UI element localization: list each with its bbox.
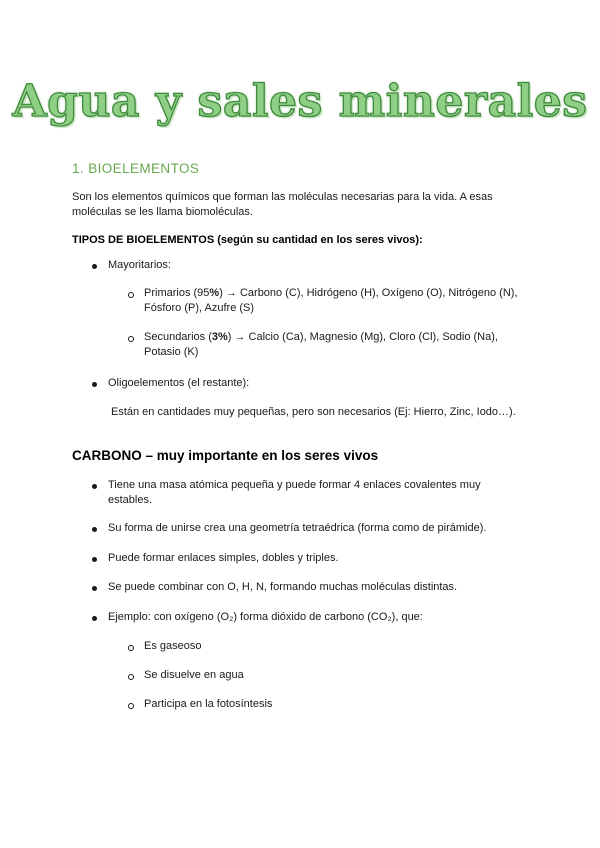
primarios-lead: Primarios (95 (144, 287, 210, 299)
sub-bullet-ring (128, 292, 134, 298)
section-heading-carbono (72, 448, 378, 463)
carbono-heading-rest: – muy importante en los seres vivos (141, 448, 379, 463)
bullet-dot (92, 616, 97, 621)
co2-property-item: Se disuelve en agua (144, 669, 244, 681)
intro-paragraph: Son los elementos químicos que forman las moléculas necesarias para la vida. A esas moléculas se les llama biomoléculas. (72, 191, 493, 218)
bullet-dot (92, 557, 97, 562)
carbono-list-item: Puede formar enlaces simples, dobles y triples. (108, 552, 339, 564)
primarios-percent: % (209, 287, 220, 299)
bullet-dot (92, 586, 97, 591)
bullet-dot (92, 484, 97, 489)
co2-property-item: Es gaseoso (144, 640, 202, 652)
bullet-dot (92, 527, 97, 532)
carbono-list-item: Su forma de unirse crea una geometría tetraédrica (forma como de pirámide). (108, 522, 487, 534)
section-heading-bioelementos: 1. BIOELEMENTOS (72, 161, 200, 176)
carbono-list-item: Tiene una masa atómica pequeña y puede formar 4 enlaces covalentes muy estables. (108, 479, 481, 506)
secundarios-percent: 3% (211, 331, 228, 343)
bullet-dot (92, 264, 97, 269)
list-item-primarios (144, 286, 534, 316)
list-item-secundarios (144, 330, 524, 360)
list-item-oligoelementos: Oligoelementos (el restante): (108, 377, 250, 389)
secundarios-elements: ) → Calcio (Ca), Magnesio (Mg), Cloro (Cl), Sodio (Na), Potasio (K) (144, 331, 498, 358)
co2-property-item: Participa en la fotosíntesis (144, 698, 273, 710)
document-title: Agua y sales minerales (12, 76, 588, 127)
bullet-dot (92, 382, 97, 387)
sub-bullet-ring (128, 674, 134, 680)
sub-bullet-ring (128, 703, 134, 709)
primarios-elements: ) → Carbono (C), Hidrógeno (H), Oxígeno (O), Nitrógeno (N), Fósforo (P), Azufre (S) (144, 287, 518, 314)
secundarios-lead: Secundarios ( (144, 331, 212, 343)
oligoelementos-description: Están en cantidades muy pequeñas, pero son necesarios (Ej: Hierro, Zinc, Iodo…). (111, 406, 516, 418)
carbono-list-item: Se puede combinar con O, H, N, formando muchas moléculas distintas. (108, 581, 458, 593)
sub-bullet-ring (128, 336, 134, 342)
sub-bullet-ring (128, 645, 134, 651)
carbono-heading-bold: CARBONO (72, 448, 142, 463)
list-item-mayoritarios: Mayoritarios: (108, 259, 171, 271)
carbono-list-item: Ejemplo: con oxígeno (O₂) forma dióxido de carbono (CO₂), que: (108, 611, 423, 623)
types-heading: TIPOS DE BIOELEMENTOS (según su cantidad en los seres vivos): (72, 234, 423, 246)
